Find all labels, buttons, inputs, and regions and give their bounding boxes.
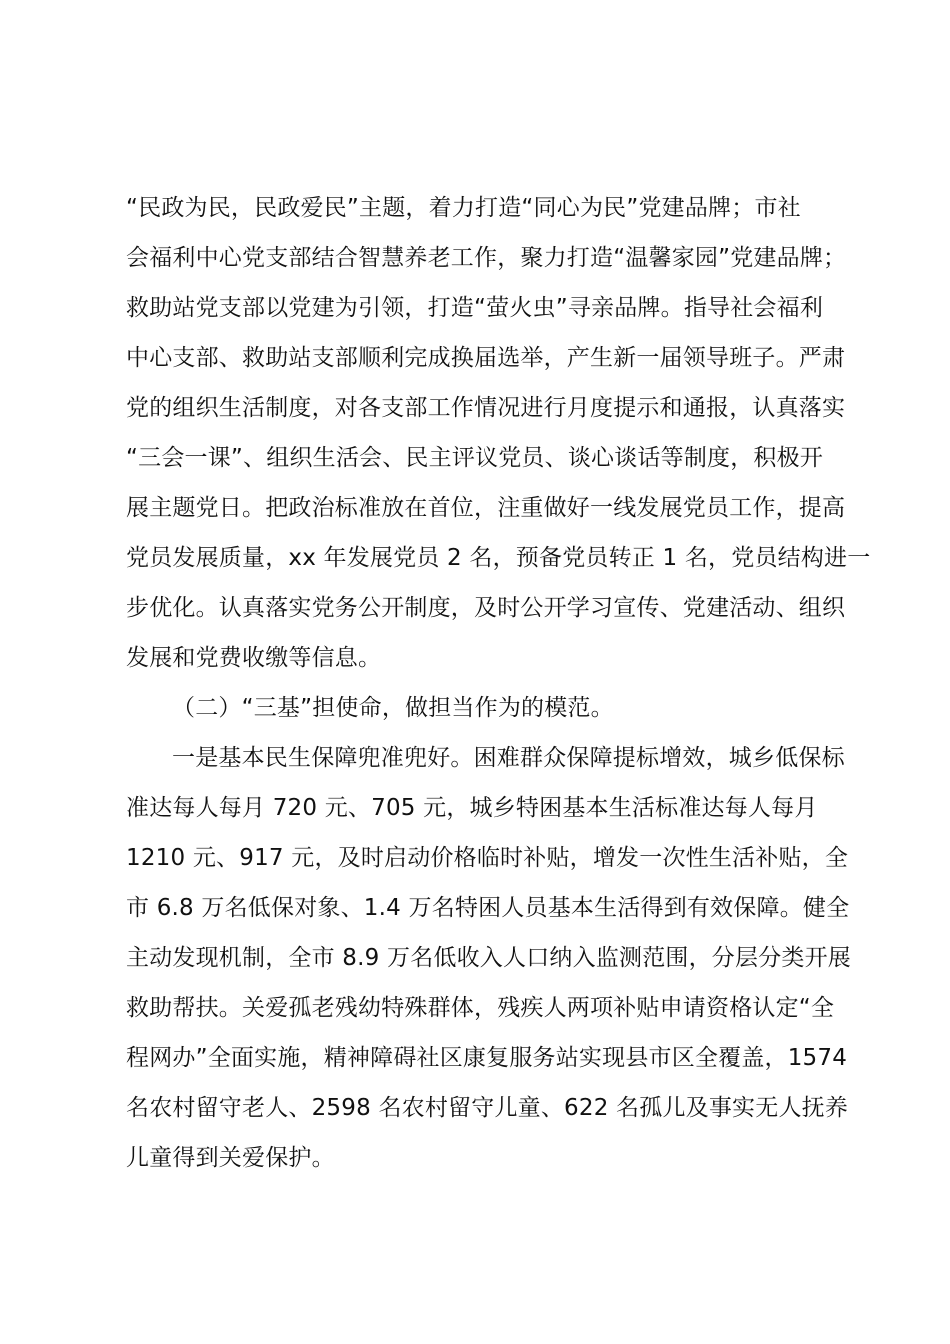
paragraph-basic-livelihood <box>126 733 861 1183</box>
text-line: 儿童得到关爱保护。 <box>126 1145 335 1171</box>
text-line: 展主题党日。把政治标准放在首位，注重做好一线发展党员工作，提高 <box>126 495 846 521</box>
section-heading <box>126 683 861 733</box>
text-line: 程网办”全面实施，精神障碍社区康复服务站实现县市区全覆盖，1574 <box>126 1045 848 1071</box>
text-line: 准达每人每月 720 元、705 元，城乡特困基本生活标准达每人每月 <box>126 795 818 821</box>
text-line: 1210 元、917 元，及时启动价格临时补贴，增发一次性生活补贴，全 <box>126 845 849 871</box>
text-line: 一是基本民生保障兜准兜好。困难群众保障提标增效，城乡低保标 <box>172 745 845 771</box>
text-line: 步优化。认真落实党务公开制度，及时公开学习宣传、党建活动、组织 <box>126 595 846 621</box>
text-line: 名农村留守老人、2598 名农村留守儿童、622 名孤儿及事实无人抚养 <box>126 1095 849 1121</box>
text-line: “三会一课”、组织生活会、民主评议党员、谈心谈话等制度，积极开 <box>126 445 824 471</box>
text-line: 中心支部、救助站支部顺利完成换届选举，产生新一届领导班子。严肃 <box>126 345 846 371</box>
text-line: “民政为民，民政爱民”主题，着力打造“同心为民”党建品牌；市社 <box>126 195 801 221</box>
text-line: 市 6.8 万名低保对象、1.4 万名特困人员基本生活得到有效保障。健全 <box>126 895 850 921</box>
text-line: 会福利中心党支部结合智慧养老工作，聚力打造“温馨家园”党建品牌； <box>126 245 847 271</box>
text-line: 发展和党费收缴等信息。 <box>126 645 382 671</box>
paragraph-party-building <box>126 183 871 683</box>
section-heading-text: （二）“三基”担使命，做担当作为的模范。 <box>172 695 614 721</box>
text-line: 党的组织生活制度，对各支部工作情况进行月度提示和通报，认真落实 <box>126 395 846 421</box>
text-line: 主动发现机制，全市 8.9 万名低收入人口纳入监测范围，分层分类开展 <box>126 945 851 971</box>
text-line: 救助帮扶。关爱孤老残幼特殊群体，残疾人两项补贴申请资格认定“全 <box>126 995 835 1021</box>
text-line: 救助站党支部以党建为引领，打造“萤火虫”寻亲品牌。指导社会福利 <box>126 295 824 321</box>
text-line: 党员发展质量，xx 年发展党员 2 名，预备党员转正 1 名，党员结构进一 <box>126 545 871 571</box>
